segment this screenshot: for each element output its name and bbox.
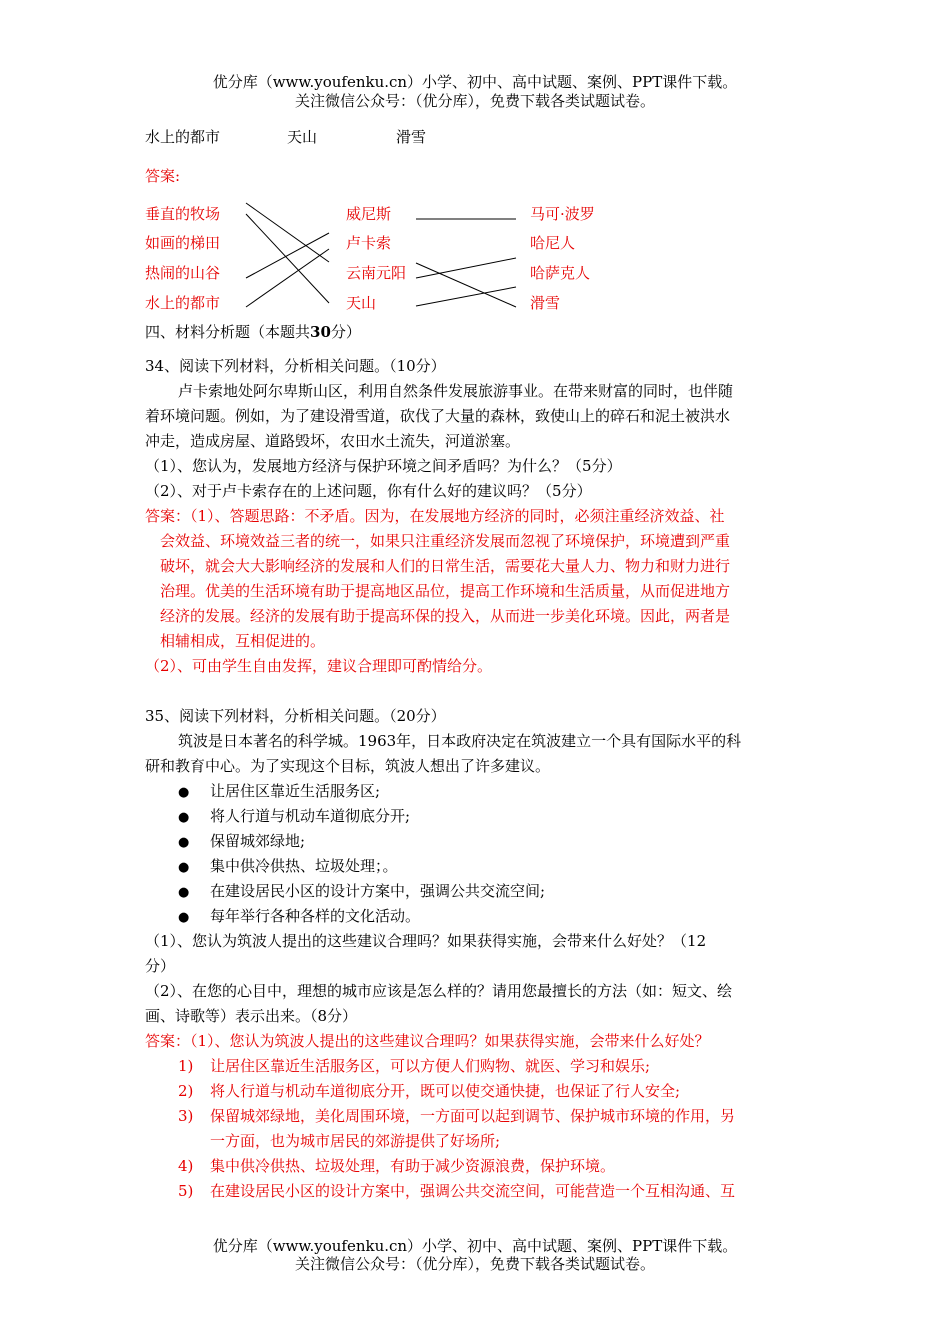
q35-answer-item-continued: 一方面，也为城市居民的郊游提供了好场所; (210, 1132, 501, 1150)
q35-answer-intro: 答案：（1）、您认为筑波人提出的这些建议合理吗？如果获得实施，会带来什么好处？ (145, 1032, 710, 1050)
q35-bullet-item: ● 让居住区靠近生活服务区; (178, 779, 380, 805)
footer-line-2: 关注微信公众号：（优分库），免费下载各类试题试卷。 (294, 1255, 655, 1273)
match-col3-item: 滑雪 (530, 294, 561, 312)
q34-answer-line: 相辅相成，互相促进的。 (160, 632, 326, 650)
bullet-icon: ● (178, 885, 190, 900)
q35-title: 35、阅读下列材料，分析相关问题。（20分） (145, 707, 446, 725)
top-row-item-3: 滑雪 (396, 128, 427, 146)
match-col2-item: 卢卡索 (346, 234, 392, 252)
q35-answer-item: 2) 将人行道与机动车道彻底分开，既可以使交通快捷，也保证了行人安全; (178, 1082, 681, 1100)
bullet-icon: ● (178, 835, 190, 850)
q34-question-2: （2）、对于卢卡索存在的上述问题，你有什么好的建议吗？（5分） (145, 482, 592, 500)
match-line (246, 203, 329, 262)
q34-answer-line: 治理。优美的生活环境有助于提高地区品位，提高工作环境和生活质量，从而促进地方 (160, 582, 731, 600)
match-col2-item: 威尼斯 (346, 205, 392, 223)
section-heading: 四、材料分析题（本题共30分） (145, 323, 361, 341)
q34-answer-line: 答案：（1）、答题思路：不矛盾。因为，在发展地方经济的同时，必须注重经济效益、社 (145, 507, 725, 525)
q34-answer-line: 经济的发展。经济的发展有助于提高环保的投入，从而进一步美化环境。因此，两者是 (160, 607, 731, 625)
q35-question-line: （2）、在您的心目中，理想的城市应该是怎么样的？请用您最擅长的方法（如：短文、绘 (145, 982, 733, 1000)
match-col2-item: 云南元阳 (346, 264, 407, 282)
match-col1-item: 垂直的牧场 (145, 205, 221, 223)
q35-question-line: （1）、您认为筑波人提出的这些建议合理吗？如果获得实施，会带来什么好处？（12 (145, 932, 707, 950)
q35-bullet-item: ● 集中供冷供热、垃圾处理；。 (178, 854, 398, 880)
q34-answer-line: 破坏，就会大大影响经济的发展和人们的日常生活，需要花大量人力、物力和财力进行 (160, 557, 731, 575)
match-col3-item: 哈萨克人 (530, 264, 591, 282)
match-line (246, 249, 329, 307)
bullet-icon: ● (178, 860, 190, 875)
q35-bullet-item: ● 将人行道与机动车道彻底分开; (178, 804, 410, 830)
answer-label: 答案: (145, 167, 181, 185)
q35-bullet-item: ● 在建设居民小区的设计方案中，强调公共交流空间; (178, 879, 545, 905)
q35-answer-item: 5) 在建设居民小区的设计方案中，强调公共交流空间，可能营造一个互相沟通、互 (178, 1182, 736, 1200)
q35-answer-item: 1) 让居住区靠近生活服务区，可以方便人们购物、就医、学习和娱乐; (178, 1057, 651, 1075)
q34-material-line: 冲走，造成房屋、道路毁坏，农田水土流失，河道淤塞。 (145, 432, 521, 450)
match-line (416, 263, 516, 307)
q35-question-line: 分） (145, 957, 176, 975)
match-line (416, 258, 516, 278)
match-col1-item: 热闹的山谷 (145, 264, 221, 282)
bullet-icon: ● (178, 810, 190, 825)
match-col3-item: 哈尼人 (530, 234, 576, 252)
match-line (416, 287, 516, 306)
bullet-icon: ● (178, 910, 190, 925)
footer-line-1: 优分库（www.youfenku.cn）小学、初中、高中试题、案例、PPT课件下载。 (212, 1237, 738, 1255)
q34-material-line: 着环境问题。例如，为了建设滑雪道，砍伐了大量的森林，致使山上的碎石和泥土被洪水 (145, 407, 731, 425)
q35-material-line: 研和教育中心。为了实现这个目标，筑波人想出了许多建议。 (145, 757, 551, 775)
match-col2-item: 天山 (346, 294, 377, 312)
match-col3-item: 马可·波罗 (530, 205, 595, 223)
top-row-item-1: 水上的都市 (145, 128, 221, 146)
top-row-item-2: 天山 (287, 128, 318, 146)
q35-question-line: 画、诗歌等）表示出来。（8分） (145, 1007, 358, 1025)
q34-question-1: （1）、您认为，发展地方经济与保护环境之间矛盾吗？为什么？（5分） (145, 457, 622, 475)
q34-answer-line: 会效益、环境效益三者的统一，如果只注重经济发展而忽视了环境保护，环境遭到严重 (160, 532, 731, 550)
match-col1-item: 如画的梯田 (145, 234, 221, 252)
q35-answer-item: 3) 保留城郊绿地，美化周围环境，一方面可以起到调节、保护城市环境的作用，另 (178, 1107, 736, 1125)
q35-material-line: 筑波是日本著名的科学城。1963年，日本政府决定在筑波建立一个具有国际水平的科 (178, 732, 742, 750)
match-line (246, 233, 329, 278)
q35-bullet-item: ● 每年举行各种各样的文化活动。 (178, 904, 420, 930)
bullet-icon: ● (178, 785, 190, 800)
q34-material-line: 卢卡索地处阿尔卑斯山区，利用自然条件发展旅游事业。在带来财富的同时，也伴随 (178, 382, 734, 400)
match-col1-item: 水上的都市 (145, 294, 221, 312)
q34-answer-2: （2）、可由学生自由发挥，建议合理即可酌情给分。 (145, 657, 493, 675)
q35-bullet-item: ● 保留城郊绿地; (178, 829, 305, 855)
header-line-1: 优分库（www.youfenku.cn）小学、初中、高中试题、案例、PPT课件下载。 (212, 73, 738, 91)
q35-answer-item: 4) 集中供冷供热、垃圾处理，有助于减少资源浪费，保护环境。 (178, 1157, 616, 1175)
q34-title: 34、阅读下列材料，分析相关问题。（10分） (145, 357, 446, 375)
header-line-2: 关注微信公众号：（优分库），免费下载各类试题试卷。 (294, 92, 655, 110)
match-line (246, 214, 329, 303)
